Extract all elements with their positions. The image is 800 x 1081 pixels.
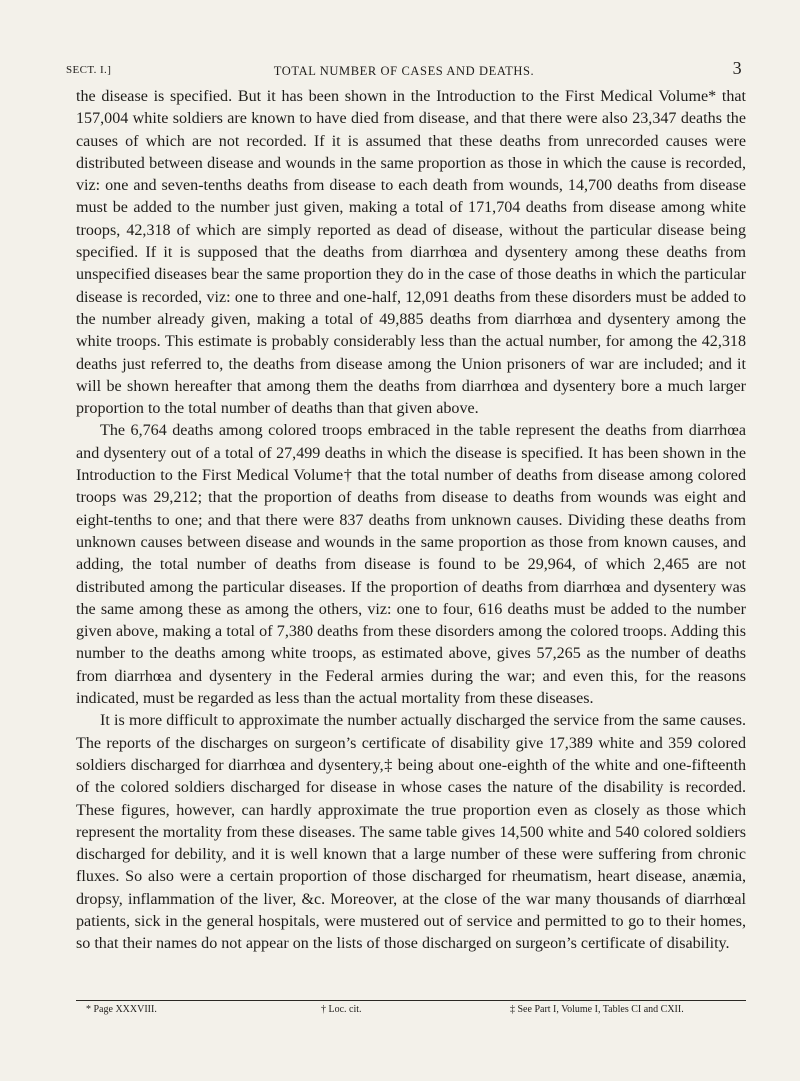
running-head bbox=[66, 58, 742, 82]
paragraph-discharges: It is more difficult to approximate the number actually discharged the service from the same causes. The reports of the discharges on surgeon’s certificate of disability give 17,389 white and 359 colored soldiers discharged for diarrhœa and dysentery,‡ being about one-eighth of the white and one-fifteenth of the colored soldiers discharged for disease in whose cases the nature of the disability is recorded. These figures, however, can hardly approximate the true proportion even as closely as those which represent the mortality from these diseases. The same table gives 14,500 white and 540 colored soldiers discharged for debility, and it is well known that a large number of these were suffering from chronic fluxes. So also were a certain proportion of those discharged for rheumatism, heart disease, anæmia, dropsy, inflammation of the liver, &c. Moreover, at the close of the war many thousands of diarrhœal patients, sick in the general hospitals, were mustered out of service and permitted to go to their homes, so that their names do not appear on the lists of those discharged on surgeon’s certificate of disability. bbox=[76, 712, 746, 953]
paragraph-continued: the disease is specified. But it has been shown in the Introduction to the First Medical Volume* that 157,004 white soldiers are known to have died from disease, and that there were also 23,347 deaths the causes of which are not recorded. If it is assumed that these deaths from unrecorded causes were distributed between disease and wounds in the same proportion as those in which the cause is recorded, viz: one and seven-tenths deaths from disease to each death from wounds, 14,700 deaths from disease must be added to the number just given, making a total of 171,704 deaths from disease among white troops, 42,318 of which are simply reported as dead of disease, without the particular disease being specified. If it is supposed that the deaths from diarrhœa and dysentery among these deaths from unspecified diseases bear the same proportion they do in the case of those deaths in which the particular disease is recorded, viz: one to three and one-half, 12,091 deaths from these disorders must be added to the number already given, making a total of 49,885 deaths from diarrhœa and dysentery among the white troops. This estimate is probably considerably less than the actual number, for among the 42,318 deaths just referred to, the deaths from disease among the Union prisoners of war are included; and it will be shown hereafter that among them the deaths from diarrhœa and dysentery bore a much larger proportion to the total number of deaths than that given above. bbox=[76, 88, 746, 418]
footnotes bbox=[76, 1000, 746, 1015]
footnote-3: ‡ See Part I, Volume I, Tables CI and CXII. bbox=[510, 1004, 684, 1015]
footnote-1: * Page XXXVIII. bbox=[86, 1004, 157, 1015]
body-text bbox=[76, 86, 746, 956]
section-label: SECT. I.] bbox=[66, 64, 112, 76]
page-number: 3 bbox=[732, 58, 742, 78]
footnote-2: † Loc. cit. bbox=[321, 1004, 362, 1015]
running-title: TOTAL NUMBER OF CASES AND DEATHS. bbox=[273, 64, 535, 78]
paragraph-colored-troops: The 6,764 deaths among colored troops embraced in the table represent the deaths from diarrhœa and dysentery out of a total of 27,499 deaths in which the disease is specified. It has been shown in the Introduction to the First Medical Volume† that the total number of deaths from disease among colored troops was 29,212; that the proportion of deaths from disease to deaths from wounds was eight and eight-tenths to one; and that there were 837 deaths from unknown causes. Dividing these deaths from unknown causes between disease and wounds in the same proportion as those from known causes, and adding, the total number of deaths from disease is found to be 29,964, of which 2,465 are not distributed among the particular diseases. If the proportion of deaths from diarrhœa and dysentery was the same among these as among the others, viz: one to four, 616 deaths must be added to the number given above, making a total of 7,380 deaths from these disorders among the colored troops. Adding this number to the deaths among white troops, as estimated above, gives 57,265 as the number of deaths from diarrhœa and dysentery in the Federal armies during the war; and even this, for the reasons indicated, must be regarded as less than the actual mortality from these diseases. bbox=[76, 422, 746, 708]
